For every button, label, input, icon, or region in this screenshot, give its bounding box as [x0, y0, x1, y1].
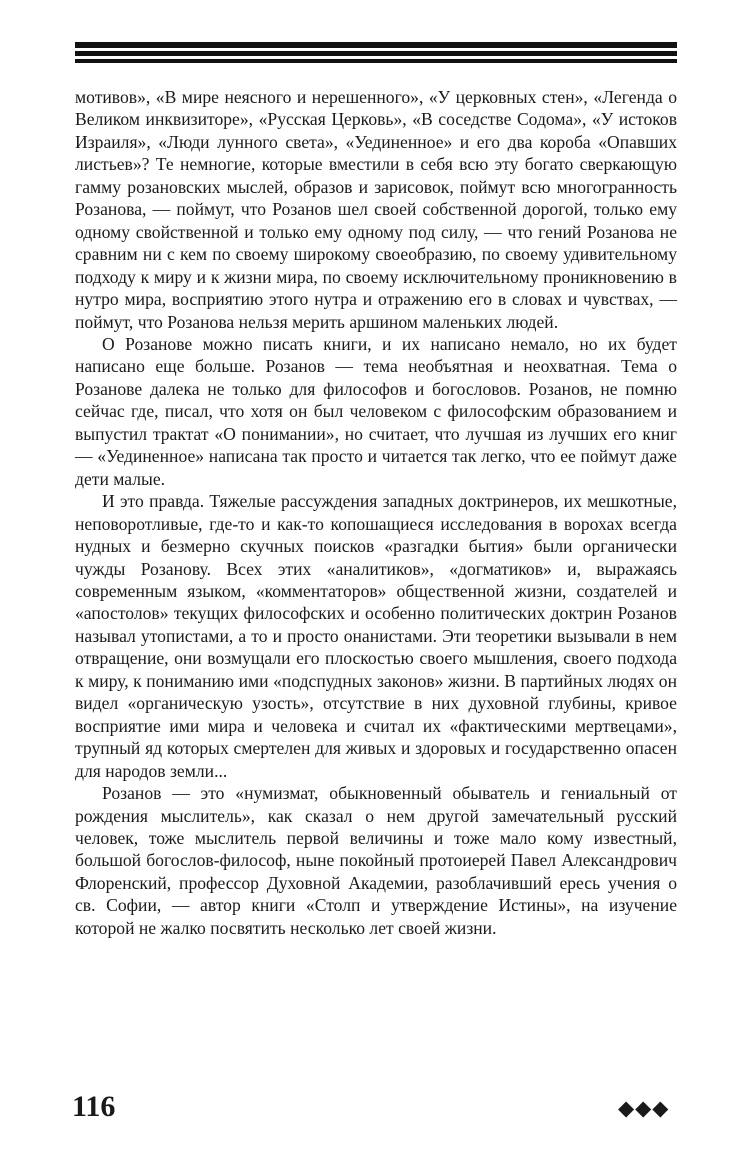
header-rule [75, 42, 677, 66]
paragraph-2: О Розанове можно писать книги, и их написано немало, но их будет написано еще больше. Розанов — тема необъятная и неохватная. Тема о Розанове далека не только для философов и богословов. Розанов, не помню сейчас где, писал, что хотя он был человеком с философским образованием и выпустил трактат «О понимании», но считает, что лучшая из лучших его книг — «Уединенное» написана так просто и читается так легко, что ее поймут даже дети малые. [75, 333, 677, 489]
header-rule-line-1 [75, 42, 677, 48]
diamond-ornament-icon: ◆◆◆ [618, 1096, 670, 1120]
paragraph-3: И это правда. Тяжелые рассуждения западных доктринеров, их мешкотные, неповоротливые, где-то и как-то копошащиеся исследования в ворохах всегда нудных и безмерно скучных поисков «разгадки бытия» были органически чужды Розанову. Всех этих «аналитиков», «догматиков» и, выражаясь современным языком, «комментаторов» общественной жизни, создателей и «апостолов» текущих философских и особенно политических доктрин Розанов называл утопистами, а то и просто онанистами. Эти теоретики вызывали в нем отвращение, они возмущали его плоскостью своего мышления, своего подхода к миру, к пониманию ими «подспудных законов» жизни. В партийных людях он видел «органическую узость», отсутствие в них духовной глубины, кривое восприятие ими мира и человека и считал их «фактическими мертвецами», трупный яд которых смертелен для живых и здоровых и государственно опасен для народов земли... [75, 491, 677, 781]
header-rule-line-2 [75, 51, 677, 56]
paragraph-4: Розанов — это «нумизмат, обыкновенный обыватель и гениальный от рождения мыслитель», как сказал о нем другой замечательный русский человек, тоже мыслитель первой величины и тоже мало кому известный, большой богослов-философ, ныне покойный протоиерей Павел Александрович Флоренский, профессор Духовной Академии, разоблачивший ересь учения о св. Софии, — автор книги «Столп и утверждение Истины», на изучение которой не жалко посвятить несколько лет своей жизни. [75, 783, 677, 938]
body-text [75, 86, 677, 939]
page-number: 116 [72, 1090, 116, 1123]
header-rule-line-3 [75, 59, 677, 63]
paragraph-1: мотивов», «В мире неясного и нерешенного», «У церковных стен», «Легенда о Великом инквизиторе», «Русская Церковь», «В соседстве Содома», «У истоков Израиля», «Люди лунного света», «Уединенное» и его два короба «Опавших листьев»? Те немногие, которые вместили в себя всю эту богато сверкающую гамму розановских мыслей, образов и зарисовок, поймут всю многогранность Розанова, — поймут, что Розанов шел своей собственной дорогой, только ему одному свойственной и только ему одному под силу, — что гений Розанова не сравним ни с кем по своему широкому своеобразию, по своему удивительному подходу к миру и к жизни мира, по своему исключительному проникновению в нутро мира, восприятию этого нутра и отражению его в словах и чувствах, — поймут, что Розанова нельзя мерить аршином маленьких людей. [75, 87, 677, 332]
